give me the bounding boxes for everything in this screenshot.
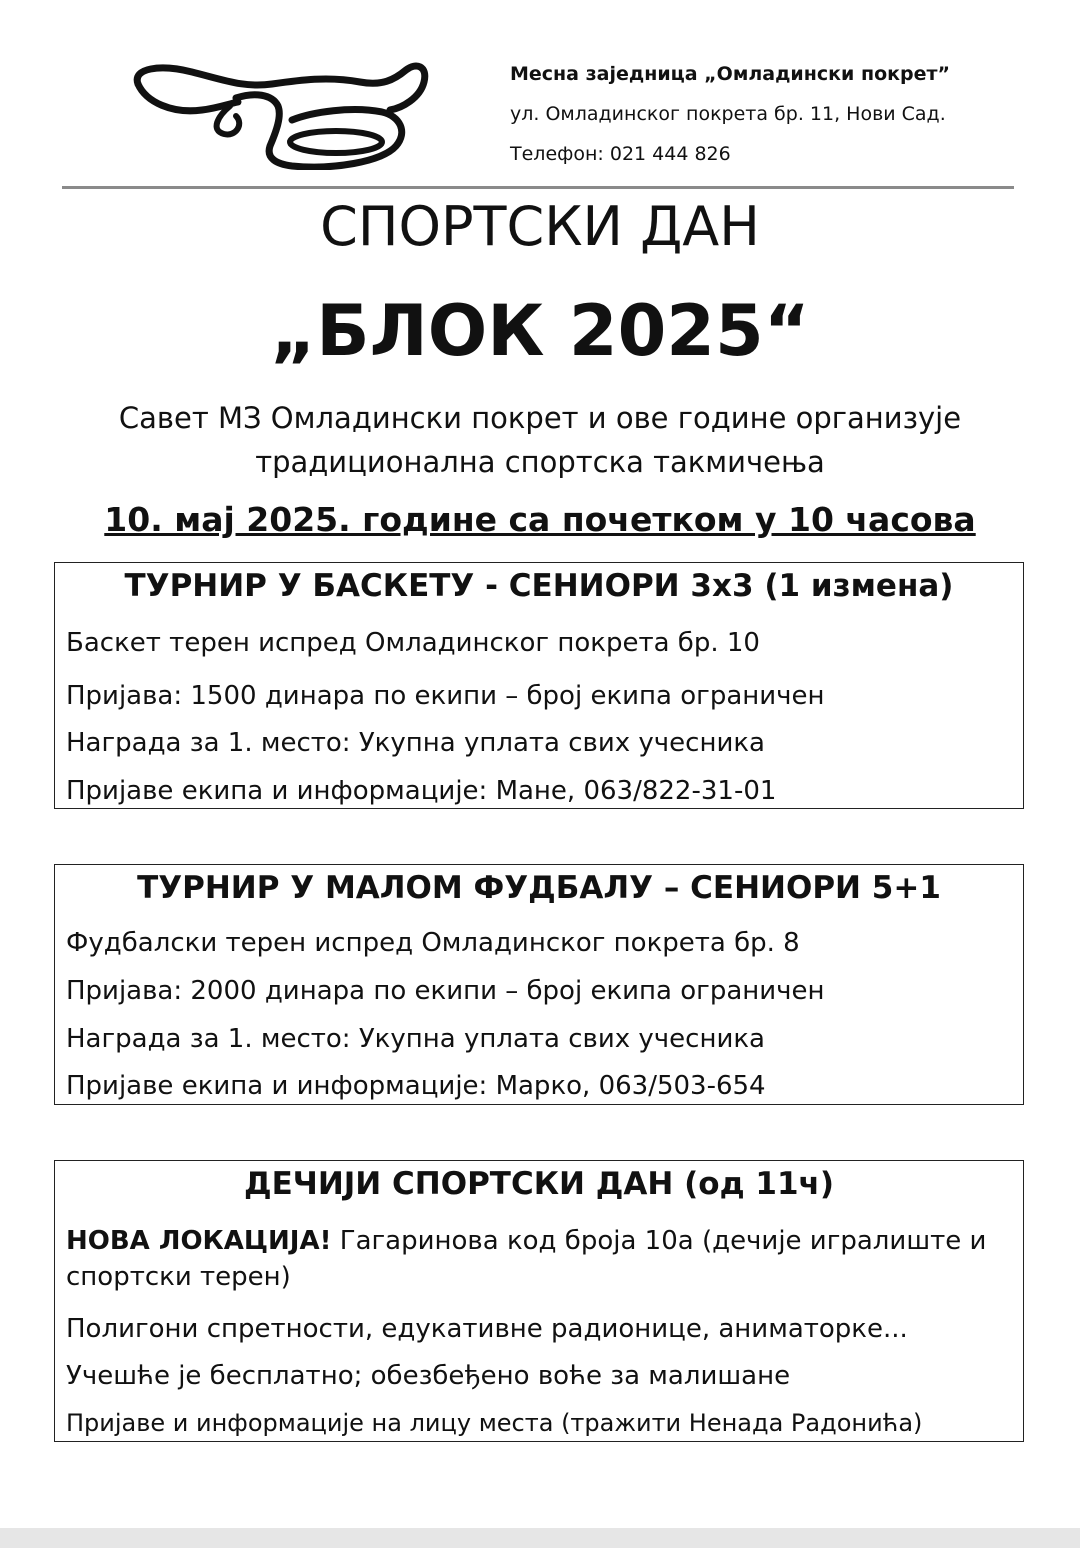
event-date: 10. мај 2025. године са почетком у 10 часова — [104, 500, 976, 539]
basketball-contact: Пријаве екипа и информације: Мане, 063/822-31-01 — [66, 776, 777, 806]
basketball-title: ТУРНИР У БАСКЕТУ - СЕНИОРИ 3x3 (1 измена) — [124, 568, 954, 604]
kids-contact: Пријаве и информације на лицу места (тражити Ненада Радонића) — [66, 1409, 923, 1437]
kids-location — [66, 1223, 1006, 1295]
kids-activities: Полигони спретности, едукативне радионице, аниматорке... — [66, 1314, 908, 1344]
football-location: Фудбалски терен испред Омладинског покрета бр. 8 — [66, 928, 800, 958]
organization-info — [510, 64, 950, 184]
organization-address: ул. Омладинског покрета бр. 11, Нови Сад. — [510, 103, 946, 125]
new-location-label: НОВА ЛОКАЦИЈА! — [66, 1226, 332, 1256]
kids-free: Учешће је бесплатно; обезбеђено воће за малишане — [66, 1361, 791, 1391]
kids-sports-day-box — [54, 1160, 1024, 1442]
basketball-prize: Награда за 1. место: Укупна уплата свих учесника — [66, 728, 765, 758]
community-logo-icon — [132, 58, 432, 170]
kids-location-text: Гагаринова код броја 10а (дечије игралиште и спортски терен) — [66, 1226, 987, 1292]
bottom-bar — [0, 1528, 1080, 1548]
football-contact: Пријаве екипа и информације: Марко, 063/503-654 — [66, 1071, 766, 1101]
basketball-fee: Пријава: 1500 динара по екипи – број екипа ограничен — [66, 681, 825, 711]
kids-title: ДЕЧИЈИ СПОРТСКИ ДАН (од 11ч) — [243, 1166, 834, 1202]
organization-name: Месна заједница „Омладински покрет” — [510, 63, 951, 85]
organization-phone: Телефон: 021 444 826 — [510, 143, 731, 165]
basketball-tournament-box — [54, 562, 1024, 809]
header-divider — [62, 186, 1014, 189]
intro-line-1: Савет МЗ Омладински покрет и ове године организује — [118, 401, 962, 435]
event-name: „БЛОК 2025“ — [270, 290, 810, 372]
football-tournament-box — [54, 864, 1024, 1105]
intro-text — [40, 396, 1040, 484]
basketball-location: Баскет терен испред Омладинског покрета бр. 10 — [66, 628, 760, 658]
event-title: СПОРТСКИ ДАН — [320, 195, 760, 258]
football-fee: Пријава: 2000 динара по екипи – број екипа ограничен — [66, 976, 825, 1006]
football-title: ТУРНИР У МАЛОМ ФУДБАЛУ – СЕНИОРИ 5+1 — [137, 870, 941, 906]
intro-line-2: традиционална спортска такмичења — [255, 445, 825, 479]
football-prize: Награда за 1. место: Укупна уплата свих учесника — [66, 1024, 765, 1054]
